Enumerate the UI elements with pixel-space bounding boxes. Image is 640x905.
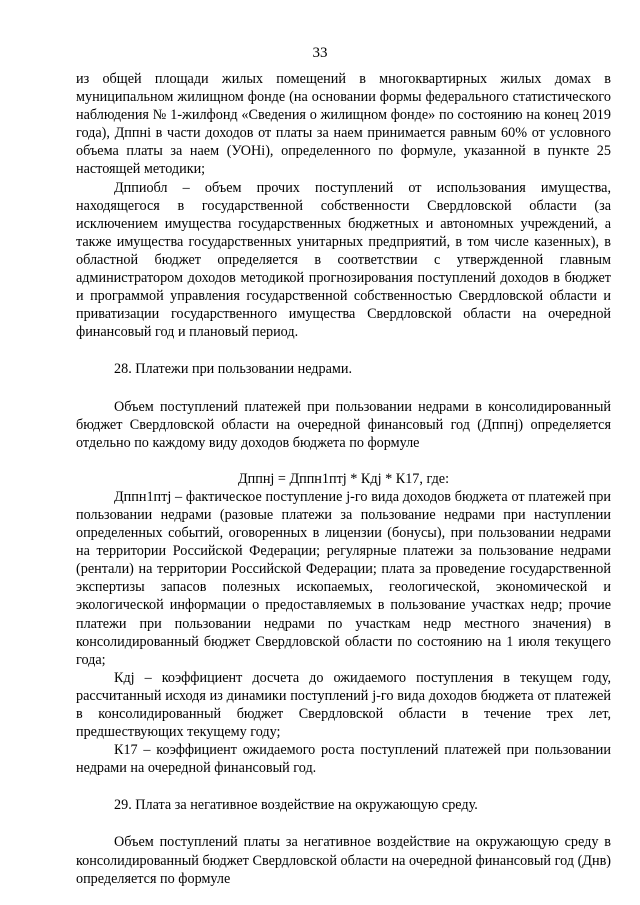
paragraph-dppn1ptj-definition: Дппн1птj – фактическое поступление j-го вида доходов бюджета от платежей при пользовании недрами (разовые платежи за пользование недрами при наступлении определенных событий, оговоренных в лицензии (бонусы), при пользовании недрами на территории Российской Федерации; регулярные платежи за пользование недрами (рентали) на территории Российской Федерации; плата за проведение государственной экспертизы запасов полезных ископаемых, геологической, экономической и экологической информации о предоставляемых в пользование участках недр; прочие платежи при пользовании недрами по участкам недр местного значения) в консолидированный бюджет Свердловской области по состоянию на 1 июля текущего года; [76, 488, 611, 668]
paragraph-dppiobl-definition: Дппиобл – объем прочих поступлений от использования имущества, находящегося в государственной собственности Свердловской области (за исключением имущества государственных бюджетных и автономных учреждений, а также имущества государственных унитарных предприятий, в том числе казенных), в областной бюджет определяется в соответствии с утвержденной главным администратором доходов методикой прогнозирования поступлений доходов в бюджет и программой управления государственной собственностью Свердловской области и приватизации государственного имущества Свердловской области на очередной финансовый год и плановый период. [76, 179, 611, 341]
paragraph-subsoil-revenue-volume: Объем поступлений платежей при пользовании недрами в консолидированный бюджет Свердловской области на очередной финансовый год (Дппнj) определяется отдельно по каждому виду доходов бюджета по формуле [76, 398, 611, 451]
formula-subsoil-payments: Дппнj = Дппн1птj * Кдj * К17, где: [237, 470, 450, 487]
paragraph-kdj-definition: Кдj – коэффициент досчета до ожидаемого поступления в текущем году, рассчитанный исходя из динамики поступлений j-го вида доходов бюджета от платежей в консолидированный бюджет Свердловской области в течение трех лет, предшествующих текущему году; [76, 669, 611, 741]
page-number: 33 [312, 45, 328, 61]
section-heading-29: 29. Плата за негативное воздействие на окружающую среду. [114, 797, 478, 814]
paragraph-k17-definition: К17 – коэффициент ожидаемого роста поступлений платежей при пользовании недрами на очередной финансовый год. [76, 742, 611, 777]
document-body [76, 70, 611, 888]
paragraph-continuation: из общей площади жилых помещений в многоквартирных жилых домах в муниципальном жилищном фонде (на основании формы федерального статистического наблюдения № 1-жилфонд «Сведения о жилищном фонде» по состоянию на конец 2019 года), Дппні в части доходов от платы за наем принимается равным 60% от условного объема платы за наем (УОНі), определенного по формуле, указанной в пункте 25 настоящей методики; [76, 71, 611, 178]
section-heading-28: 28. Платежи при пользовании недрами. [114, 361, 353, 378]
paragraph-environmental-fee-volume: Объем поступлений платы за негативное воздействие на окружающую среду в консолидированный бюджет Свердловской области на очередной финансовый год (Днв) определяется по формуле [76, 834, 611, 887]
